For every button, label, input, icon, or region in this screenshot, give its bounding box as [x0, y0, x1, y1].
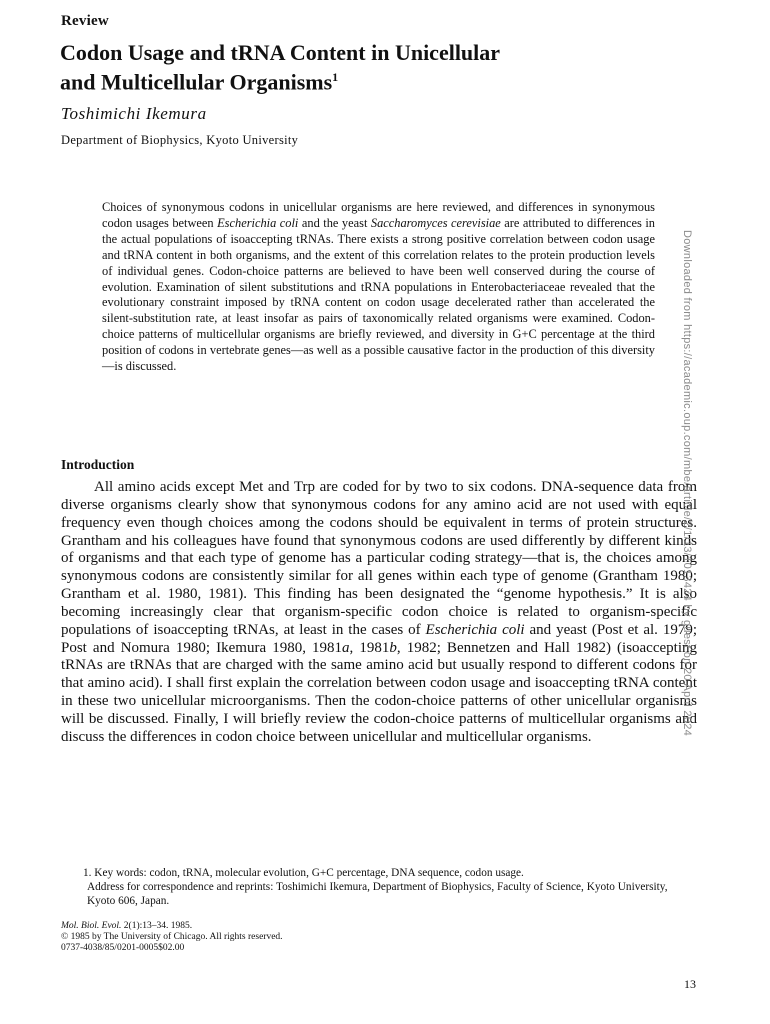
footnotes [61, 866, 697, 908]
abstract-species-yeast: Saccharomyces cerevisiae [370, 215, 501, 230]
abstract-text-2: and the yeast [298, 215, 371, 230]
journal-name: Mol. Biol. Evol. [61, 921, 122, 931]
abstract-species-ecoli: Escherichia coli [217, 215, 299, 230]
article-title [60, 40, 700, 94]
title-footnote-mark: 1 [332, 70, 339, 84]
intro-text-3: , 1981 [349, 639, 390, 656]
abstract [102, 200, 655, 375]
author-name: Toshimichi Ikemura [61, 104, 207, 123]
introduction-body [61, 479, 697, 747]
section-label: Review [61, 13, 109, 29]
intro-text-2: and yeast (Post et al. 1979; Post and Nomura 1980; Ikemura 1980, 1981 [61, 621, 697, 656]
journal-info [61, 921, 283, 954]
footnote-address: Address for correspondence and reprints: Toshimichi Ikemura, Department of Biophysics, Faculty of Science, Kyoto University, Kyoto 606, Japan. [87, 881, 668, 907]
copyright-line: © 1985 by The University of Chicago. All rights reserved. [61, 932, 283, 942]
affiliation: Department of Biophysics, Kyoto University [61, 133, 299, 147]
abstract-text-1: Choices of synonymous codons in unicellular organisms are here reviewed, and differences in synonymous codon usages between [102, 200, 655, 230]
download-watermark: Downloaded from https://academic.oup.com/mbe/article/2/1/13/1013424 by guest on 20 April 2024 [681, 230, 693, 737]
introduction-heading: Introduction [61, 457, 135, 472]
intro-text-4: , 1982; Bennetzen and Hall 1982) (isoaccepting tRNAs are tRNAs that are charged with the same amino acid but usually respond to different codons for that amino acid). I shall first explain the correlation between codon usage and isoaccepting tRNA content in these two unicellular microorganisms. Then the codon-choice patterns of other unicellular organisms will be discussed. Finally, I will briefly review the codon-choice patterns of multicellular organisms and discuss the differences in codon choice between unicellular and multicellular organisms. [61, 639, 697, 745]
introduction-paragraph [61, 479, 697, 747]
intro-ref-suffix-b: b [389, 639, 397, 656]
intro-text-1: All amino acids except Met and Trp are coded for by two to six codons. DNA-sequence data from diverse organisms clearly show that synonymous codons for any amino acid are not used with equal frequency even though choices among the codons should be equivalent in terms of protein structures. Grantham and his colleagues have found that synonymous codons are used differently by different kinds of organisms and that each type of genome has a particular coding strategy—that is, the choices among synonymous codons are consistently similar for all genes within each type of genome (Grantham 1980; Grantham et al. 1980, 1981). This finding has been designated the “genome hypothesis.” It is also becoming increasingly clear that organism-specific codon choice is related to organism-specific populations of isoaccepting tRNAs, at least in the cases of [61, 479, 697, 638]
page-number: 13 [684, 977, 696, 991]
footnote-keywords: 1. Key words: codon, tRNA, molecular evolution, G+C percentage, DNA sequence, codon usage. [83, 867, 524, 879]
abstract-paragraph [102, 200, 655, 375]
title-line-2-text: and Multicellular Organisms [60, 69, 333, 95]
issn-line: 0737-4038/85/0201-0005$02.00 [61, 943, 185, 953]
intro-ref-suffix-a: a [342, 639, 350, 656]
intro-species-ecoli: Escherichia coli [425, 621, 525, 638]
abstract-text-3: are attributed to differences in the actual populations of isoaccepting tRNAs. There exists a strong positive correlation between codon usage and tRNA content in both organisms, and the extent of this correlation relates to the protein production levels of individual genes. Codon-choice patterns are believed to have been well conserved during the course of evolution. Examination of silent substitutions and tRNA populations in Enterobacteriaceae revealed that the evolutionary constraint imposed by tRNA content on codon usage decelerated rather than accelerated the silent-substitution rate, at least insofar as pairs of taxonomically related organisms were examined. Codon-choice patterns of multicellular organisms are briefly reviewed, and diversity in G+C percentage at the third position of codons in vertebrate genes—as well as a possible causative factor in the production of this diversity—is discussed. [102, 215, 655, 374]
title-line-1: Codon Usage and tRNA Content in Unicellular [60, 40, 501, 65]
title-line-2 [60, 65, 700, 94]
journal-volume: 2(1):13–34. 1985. [121, 921, 193, 931]
journal-citation [61, 921, 283, 932]
